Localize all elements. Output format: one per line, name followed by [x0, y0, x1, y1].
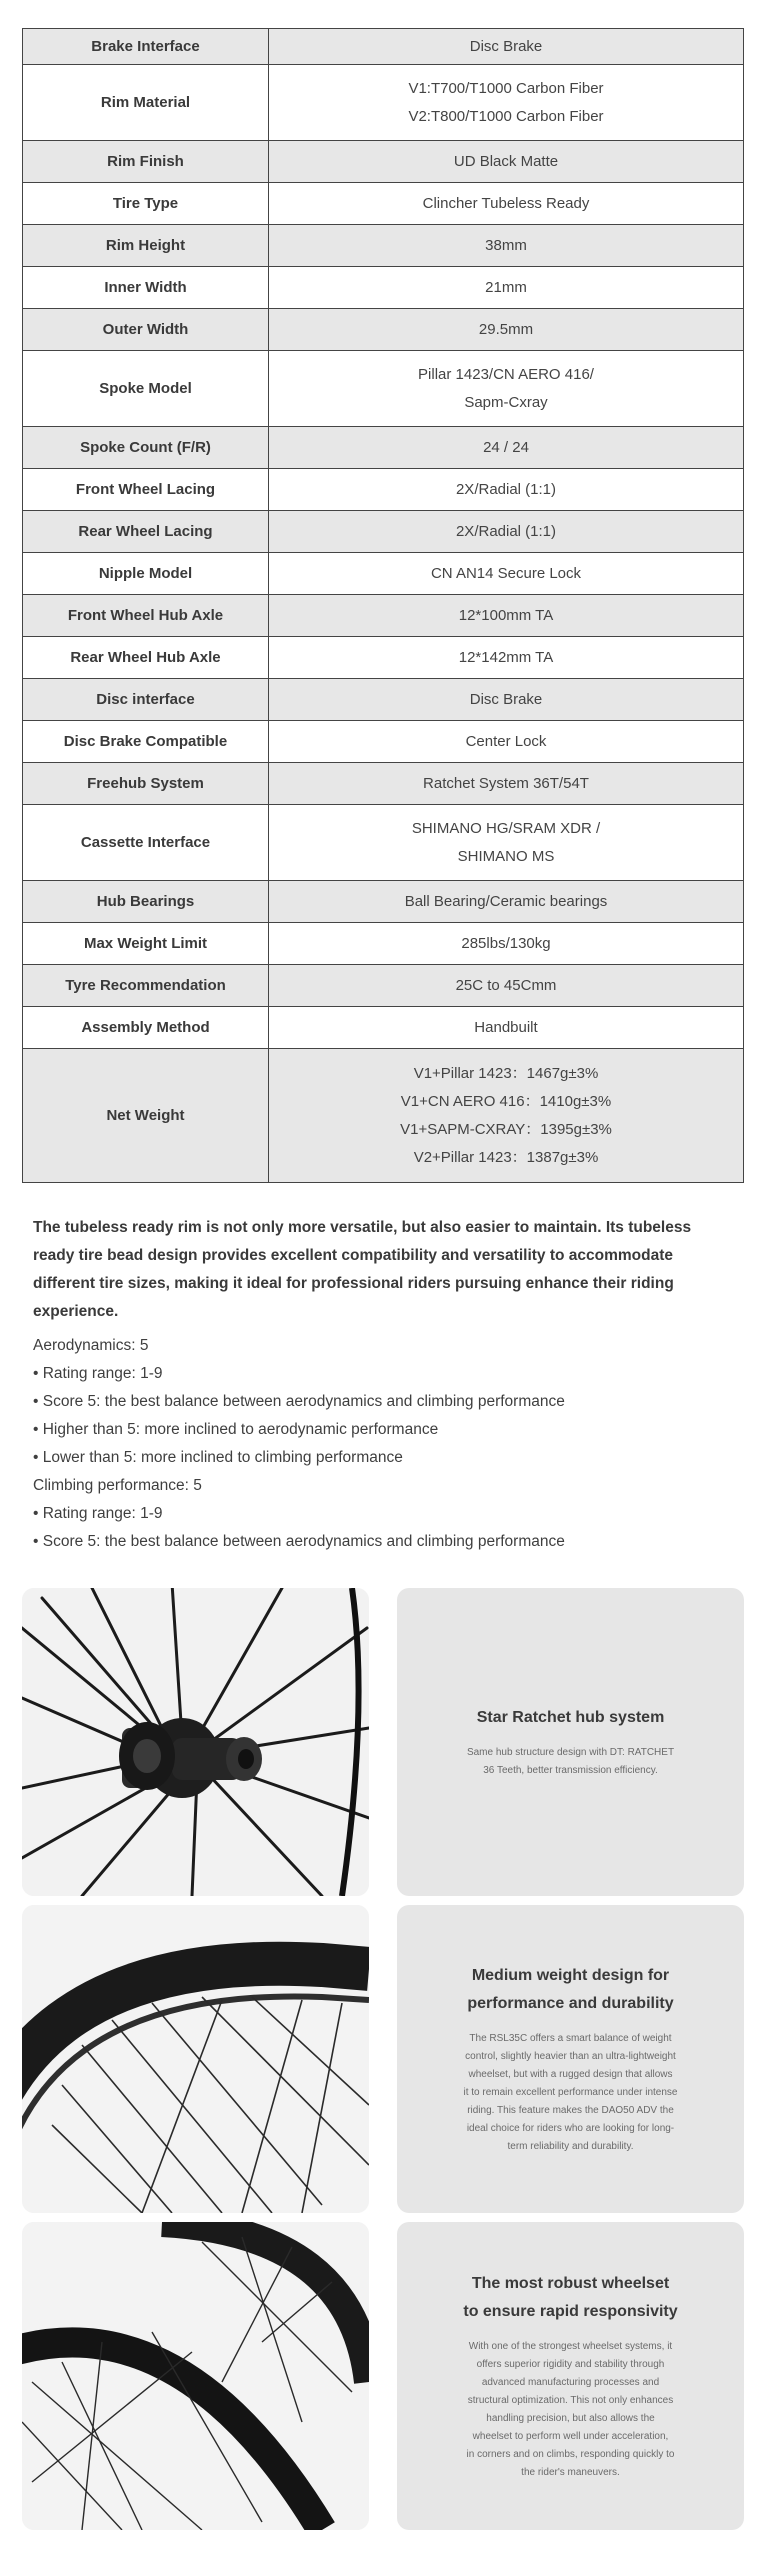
feature-body-line: the rider's maneuvers.	[521, 2467, 620, 2478]
rating-item: • Score 5: the best balance between aerodynamics and climbing performance	[33, 1393, 565, 1410]
spec-row	[23, 965, 744, 1007]
spec-row	[23, 1049, 744, 1183]
spec-value-line: V1+CN AERO 416：1410g±3%	[400, 1092, 612, 1110]
feature-body-line: wheelset to perform well under acceleration,	[472, 2431, 669, 2442]
spec-row	[23, 65, 744, 141]
spec-label: Nipple Model	[23, 553, 269, 595]
spec-value-line: V1:T700/T1000 Carbon Fiber	[408, 79, 604, 97]
spec-row	[23, 679, 744, 721]
spec-label: Rim Height	[23, 225, 269, 267]
spec-row	[23, 225, 744, 267]
feature-body-line: advanced manufacturing processes and	[481, 2377, 660, 2388]
spec-value	[269, 427, 744, 469]
spec-value-line: Clincher Tubeless Ready	[422, 194, 590, 212]
spec-label: Rim Material	[23, 65, 269, 141]
spec-value	[269, 469, 744, 511]
wheelset-image	[22, 2222, 369, 2530]
feature-body-line: riding. This feature makes the DAO50 ADV the	[467, 2105, 674, 2116]
spec-value	[269, 267, 744, 309]
spec-label: Freehub System	[23, 763, 269, 805]
feature-card-weight	[397, 1905, 744, 2213]
description-lead: The tubeless ready rim is not only more versatile, but also easier to maintain. Its tubeless ready tire bead design provides excellent compatibility and versatility to accommodate different tire sizes, making it ideal for professional riders pursuing enhance their riding experience.	[33, 1219, 692, 1320]
spec-value-line: Ball Bearing/Ceramic bearings	[404, 892, 608, 910]
spec-value-line: 38mm	[485, 236, 527, 254]
spec-value-line: UD Black Matte	[453, 152, 559, 170]
spec-value-line: Handbuilt	[474, 1018, 538, 1036]
spec-row	[23, 881, 744, 923]
feature-body-line: wheelset, but with a rugged design that allows	[468, 2069, 673, 2080]
spec-value	[269, 637, 744, 679]
feature-body-line: structural optimization. This not only enhances	[467, 2395, 674, 2406]
spec-label: Disc interface	[23, 679, 269, 721]
spec-label: Rear Wheel Lacing	[23, 511, 269, 553]
spec-row	[23, 427, 744, 469]
spec-value	[269, 721, 744, 763]
spec-label: Outer Width	[23, 309, 269, 351]
spec-row	[23, 923, 744, 965]
wheelset-photo	[22, 2222, 369, 2530]
spec-value	[269, 805, 744, 881]
spec-value-line: 12*100mm TA	[458, 606, 554, 624]
spec-label: Tire Type	[23, 183, 269, 225]
feature-title-line: performance and durability	[467, 1995, 674, 2012]
spec-label: Front Wheel Hub Axle	[23, 595, 269, 637]
spec-row	[23, 1007, 744, 1049]
feature-body	[467, 1744, 674, 1780]
feature-body-line: handling precision, but also allows the	[486, 2413, 655, 2424]
spec-label: Cassette Interface	[23, 805, 269, 881]
spec-value-line: 12*142mm TA	[458, 648, 554, 666]
spec-label: Spoke Count (F/R)	[23, 427, 269, 469]
feature-body-line: ideal choice for riders who are looking for long-	[466, 2123, 675, 2134]
spec-value	[269, 1007, 744, 1049]
spec-value	[269, 309, 744, 351]
feature-title	[463, 2270, 677, 2326]
spec-value	[269, 1049, 744, 1183]
rating-item: Aerodynamics: 5	[33, 1337, 149, 1354]
spec-value-line: V2+Pillar 1423：1387g±3%	[413, 1148, 599, 1166]
spec-row	[23, 805, 744, 881]
rating-list	[33, 1332, 733, 1556]
spec-value-line: CN AN14 Secure Lock	[430, 564, 582, 582]
hub-photo	[22, 1588, 369, 1896]
feature-body-line: in corners and on climbs, responding quickly to	[466, 2449, 675, 2460]
spec-value-line: SHIMANO MS	[457, 847, 555, 865]
spec-value-line: 2X/Radial (1:1)	[455, 480, 557, 498]
spec-value-line: 24 / 24	[483, 438, 529, 456]
feature-title	[467, 1962, 673, 2018]
rating-item: • Lower than 5: more inclined to climbing performance	[33, 1449, 403, 1466]
feature-card-ratchet	[397, 1588, 744, 1896]
spec-value	[269, 965, 744, 1007]
spec-value-line: V1+SAPM-CXRAY：1395g±3%	[400, 1120, 612, 1138]
spec-row	[23, 351, 744, 427]
rating-item: • Rating range: 1-9	[33, 1365, 163, 1382]
hub-image	[22, 1588, 369, 1896]
rating-item: Climbing performance: 5	[33, 1477, 202, 1494]
feature-body-line: offers superior rigidity and stability through	[476, 2359, 665, 2370]
feature-body-line: With one of the strongest wheelset systems, it	[468, 2341, 673, 2352]
feature-card-robust	[397, 2222, 744, 2530]
spec-label: Tyre Recommendation	[23, 965, 269, 1007]
rating-item: • Score 5: the best balance between aerodynamics and climbing performance	[33, 1533, 565, 1550]
spec-value-line: Disc Brake	[469, 37, 543, 55]
rim-photo	[22, 1905, 369, 2213]
spec-value-line: 2X/Radial (1:1)	[455, 522, 557, 540]
spec-value-line: V1+Pillar 1423：1467g±3%	[413, 1064, 599, 1082]
spec-row	[23, 763, 744, 805]
spec-row	[23, 511, 744, 553]
feature-title-line: Star Ratchet hub system	[476, 1709, 665, 1726]
spec-row	[23, 309, 744, 351]
spec-value	[269, 141, 744, 183]
spec-label: Assembly Method	[23, 1007, 269, 1049]
spec-label: Disc Brake Compatible	[23, 721, 269, 763]
spec-label: Net Weight	[23, 1049, 269, 1183]
spec-value-line: Center Lock	[465, 732, 547, 750]
feature-title-line: to ensure rapid responsivity	[463, 2303, 678, 2320]
spec-label: Inner Width	[23, 267, 269, 309]
spec-row	[23, 469, 744, 511]
spec-label: Spoke Model	[23, 351, 269, 427]
spec-value	[269, 595, 744, 637]
spec-label: Front Wheel Lacing	[23, 469, 269, 511]
spec-value-line: 29.5mm	[478, 320, 534, 338]
spec-label: Rear Wheel Hub Axle	[23, 637, 269, 679]
spec-row	[23, 637, 744, 679]
spec-value	[269, 29, 744, 65]
spec-value-line: Sapm-Cxray	[464, 393, 548, 411]
spec-row	[23, 553, 744, 595]
spec-row	[23, 183, 744, 225]
feature-body	[467, 2338, 675, 2482]
spec-value-line: V2:T800/T1000 Carbon Fiber	[408, 107, 604, 125]
spec-value	[269, 511, 744, 553]
feature-body-line: control, slightly heavier than an ultra-lightweight	[465, 2051, 676, 2062]
spec-value	[269, 225, 744, 267]
rim-image	[22, 1905, 369, 2213]
spec-row	[23, 595, 744, 637]
rating-item: • Rating range: 1-9	[33, 1505, 163, 1522]
spec-value	[269, 763, 744, 805]
spec-label: Brake Interface	[23, 29, 269, 65]
feature-body-line: Same hub structure design with DT: RATCHET	[466, 1747, 675, 1758]
spec-label: Rim Finish	[23, 141, 269, 183]
spec-value-line: 21mm	[485, 278, 527, 296]
spec-value	[269, 183, 744, 225]
spec-value	[269, 553, 744, 595]
feature-title-line: The most robust wheelset	[471, 2275, 670, 2292]
spec-value	[269, 679, 744, 721]
spec-value-line: 285lbs/130kg	[461, 934, 551, 952]
feature-body-line: it to remain excellent performance under intense	[463, 2087, 678, 2098]
description	[33, 1214, 733, 1556]
spec-row	[23, 267, 744, 309]
feature-body-line: term reliability and durability.	[507, 2141, 634, 2152]
spec-label: Max Weight Limit	[23, 923, 269, 965]
spec-value-line: SHIMANO HG/SRAM XDR /	[411, 819, 601, 837]
feature-body	[463, 2030, 677, 2156]
spec-value-line: 25C to 45Cmm	[455, 976, 557, 994]
spec-value	[269, 65, 744, 141]
spec-value-line: Disc Brake	[469, 690, 543, 708]
rating-item: • Higher than 5: more inclined to aerodynamic performance	[33, 1421, 439, 1438]
spec-value-line: Ratchet System 36T/54T	[423, 774, 589, 792]
spec-value	[269, 923, 744, 965]
feature-title	[477, 1704, 665, 1732]
spec-table	[22, 28, 744, 1183]
feature-body-line: The RSL35C offers a smart balance of weight	[469, 2033, 672, 2044]
spec-row	[23, 141, 744, 183]
spec-value-line: Pillar 1423/CN AERO 416/	[418, 365, 594, 383]
spec-row	[23, 29, 744, 65]
spec-value	[269, 881, 744, 923]
feature-body-line: 36 Teeth, better transmission efficiency.	[483, 1765, 658, 1776]
spec-row	[23, 721, 744, 763]
spec-label: Hub Bearings	[23, 881, 269, 923]
spec-value	[269, 351, 744, 427]
feature-title-line: Medium weight design for	[471, 1967, 670, 1984]
